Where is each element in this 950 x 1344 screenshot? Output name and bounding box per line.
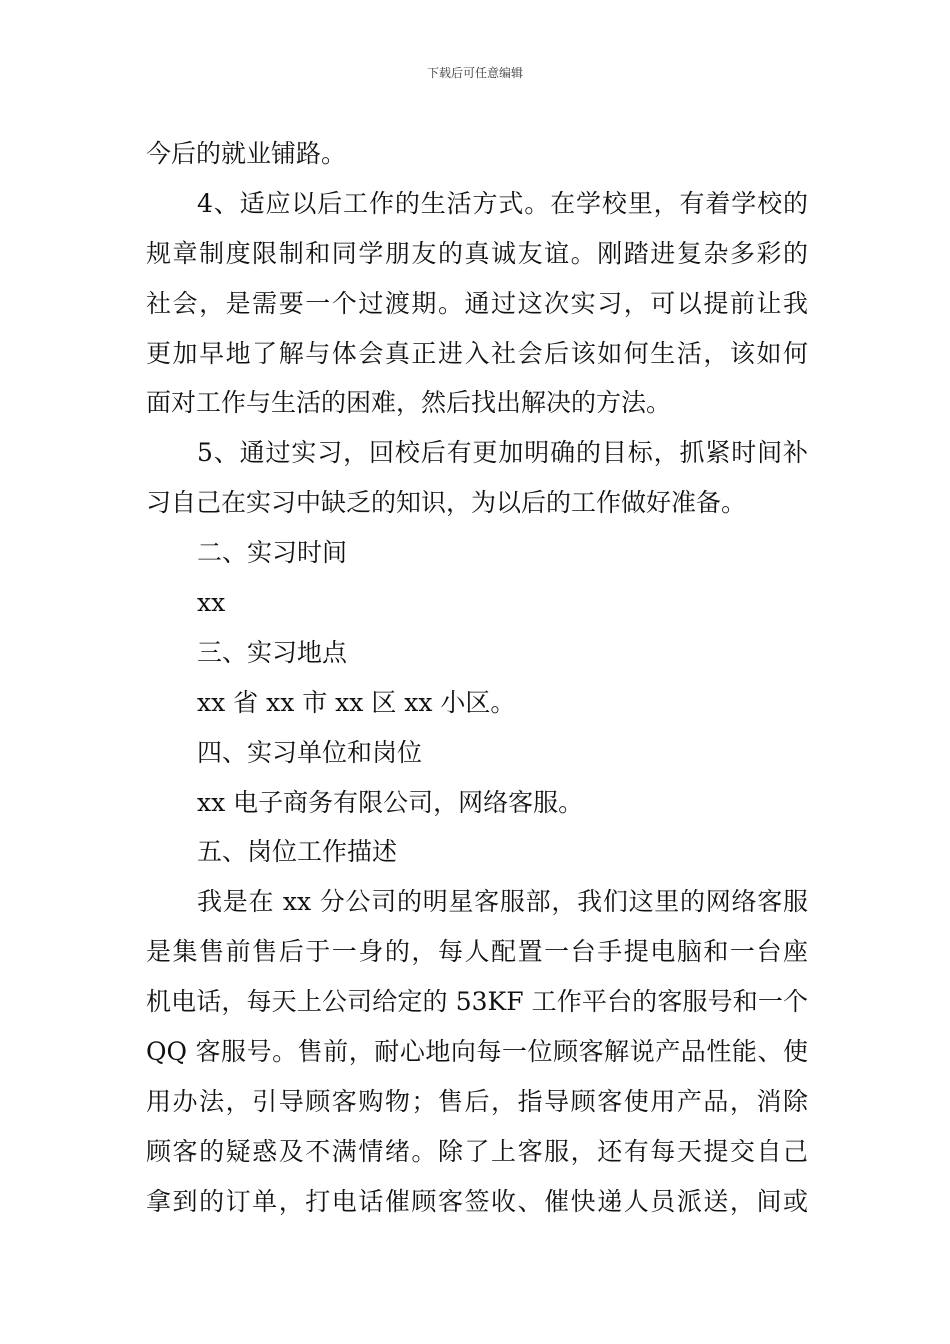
- text-line: 今后的就业铺路。: [146, 139, 347, 168]
- text-line: 5、通过实习，回校后有更加明确的目标，抓紧时间补: [197, 438, 808, 468]
- text-line: xx 电子商务有限公司，网络客服。: [197, 787, 584, 817]
- text-line: 拿到的订单，打电话催顾客签收、催快递人员派送，间或: [146, 1186, 808, 1216]
- text-line: 4、适应以后工作的生活方式。在学校里，有着学校的: [197, 188, 808, 218]
- section-heading: 五、岗位工作描述: [197, 837, 398, 867]
- section-heading: 二、实习时间: [197, 538, 348, 568]
- text-line: QQ 客服号。售前，耐心地向每一位顾客解说产品性能、使: [146, 1037, 808, 1067]
- section-heading: 三、实习地点: [197, 637, 348, 667]
- text-line: 用办法，引导顾客购物；售后，指导顾客使用产品，消除: [146, 1086, 808, 1116]
- text-line: 顾客的疑惑及不满情绪。除了上客服，还有每天提交自己: [146, 1136, 808, 1166]
- text-line: 更加早地了解与体会真正进入社会后该如何生活，该如何: [146, 338, 808, 368]
- text-line: 机电话，每天上公司给定的 53KF 工作平台的客服号和一个: [146, 987, 808, 1017]
- text-line: xx 省 xx 市 xx 区 xx 小区。: [197, 687, 516, 717]
- text-line: 我是在 xx 分公司的明星客服部，我们这里的网络客服: [197, 887, 808, 917]
- section-heading: 四、实习单位和岗位: [197, 737, 423, 767]
- text-line: 习自己在实习中缺乏的知识，为以后的工作做好准备。: [146, 488, 747, 518]
- text-line: 面对工作与生活的困难，然后找出解决的方法。: [146, 388, 672, 418]
- text-line: 规章制度限制和同学朋友的真诚友谊。刚踏进复杂多彩的: [146, 238, 808, 268]
- page-header: 下载后可任意编辑: [426, 66, 523, 80]
- text-line: xx: [197, 588, 226, 618]
- text-line: 社会，是需要一个过渡期。通过这次实习，可以提前让我: [146, 288, 808, 318]
- body-text: [146, 129, 808, 1227]
- text-line: 是集售前售后于一身的，每人配置一台手提电脑和一台座: [146, 937, 808, 967]
